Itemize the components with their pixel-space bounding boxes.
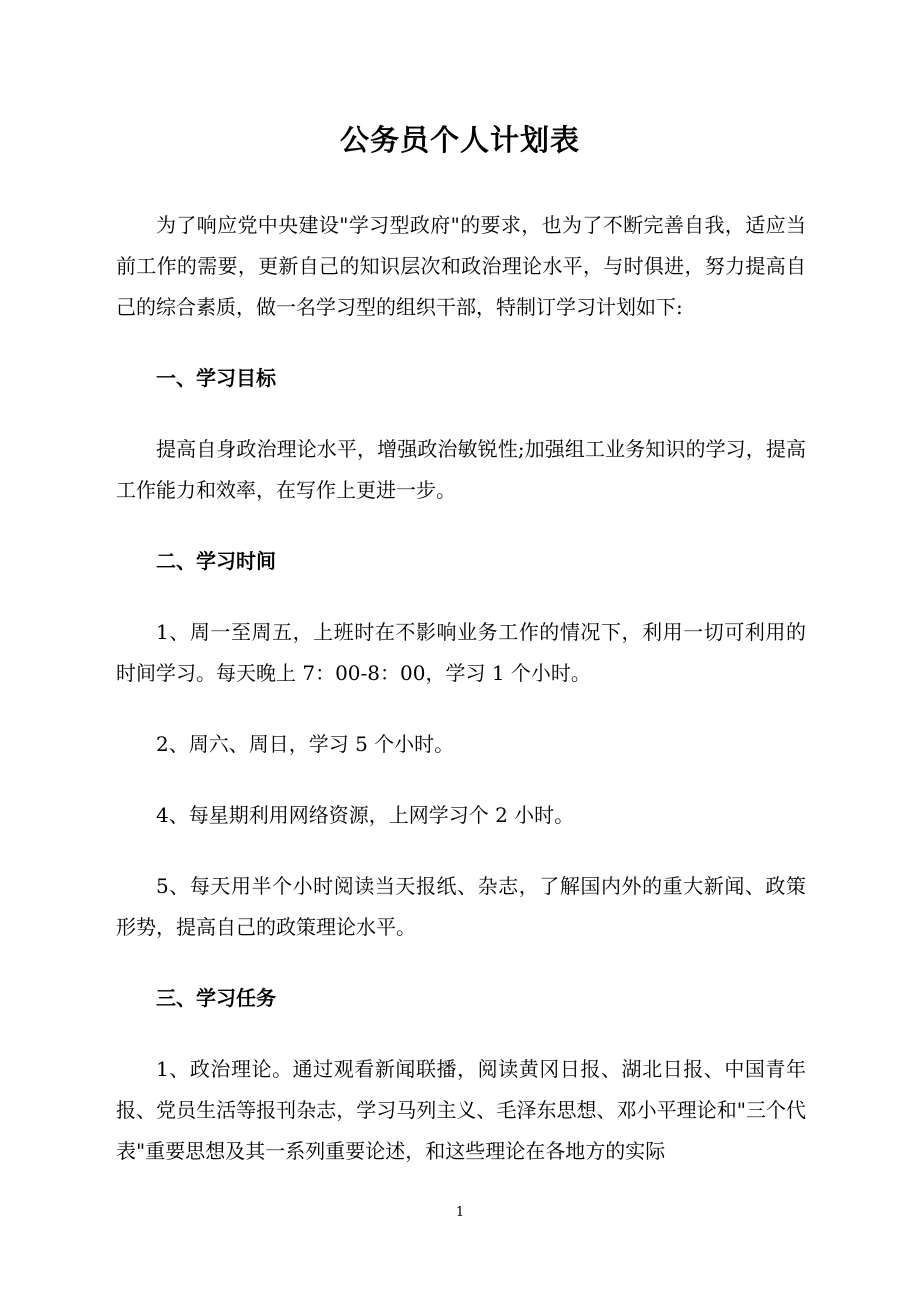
spacer — [116, 399, 806, 429]
document-body — [116, 205, 806, 1172]
spacer — [116, 948, 806, 978]
spacer — [116, 694, 806, 724]
time-item-2: 2、周六、周日，学习 5 个小时。 — [156, 732, 455, 756]
document-title: 公务员个人计划表 — [339, 123, 580, 157]
spacer — [116, 328, 806, 358]
section-heading-tasks: 三、学习任务 — [156, 986, 276, 1010]
spacer — [116, 511, 806, 541]
spacer — [116, 1019, 806, 1049]
spacer — [116, 765, 806, 795]
intro-paragraph: 为了响应党中央建设"学习型政府"的要求，也为了不断完善自我，适应当前工作的需要，更新自己的知识层次和政治理论水平，与时俱进，努力提高自己的综合素质，做一名学习型的组织干部，特制订学习计划如下: — [116, 213, 806, 319]
spacer — [116, 582, 806, 612]
page-number: 1 — [455, 1205, 465, 1220]
time-item-5: 5、每天用半个小时阅读当天报纸、杂志，了解国内外的重大新闻、政策形势，提高自己的政策理论水平。 — [116, 874, 806, 939]
tasks-item-1: 1、政治理论。通过观看新闻联播，阅读黄冈日报、湖北日报、中国青年报、党员生活等报刊杂志，学习马列主义、毛泽东思想、邓小平理论和"三个代表"重要思想及其一系列重要论述，和这些理论在各地方的实际 — [116, 1057, 806, 1163]
spacer — [116, 836, 806, 866]
section-heading-time: 二、学习时间 — [156, 549, 276, 573]
time-item-1: 1、周一至周五，上班时在不影响业务工作的情况下，利用一切可利用的时间学习。每天晚上 7：00-8：00，学习 1 个小时。 — [116, 620, 806, 685]
time-item-4: 4、每星期利用网络资源，上网学习个 2 小时。 — [156, 803, 575, 827]
section-heading-goals: 一、学习目标 — [156, 366, 276, 390]
goals-paragraph: 提高自身政治理论水平，增强政治敏锐性;加强组工业务知识的学习，提高工作能力和效率，在写作上更进一步。 — [116, 437, 806, 502]
